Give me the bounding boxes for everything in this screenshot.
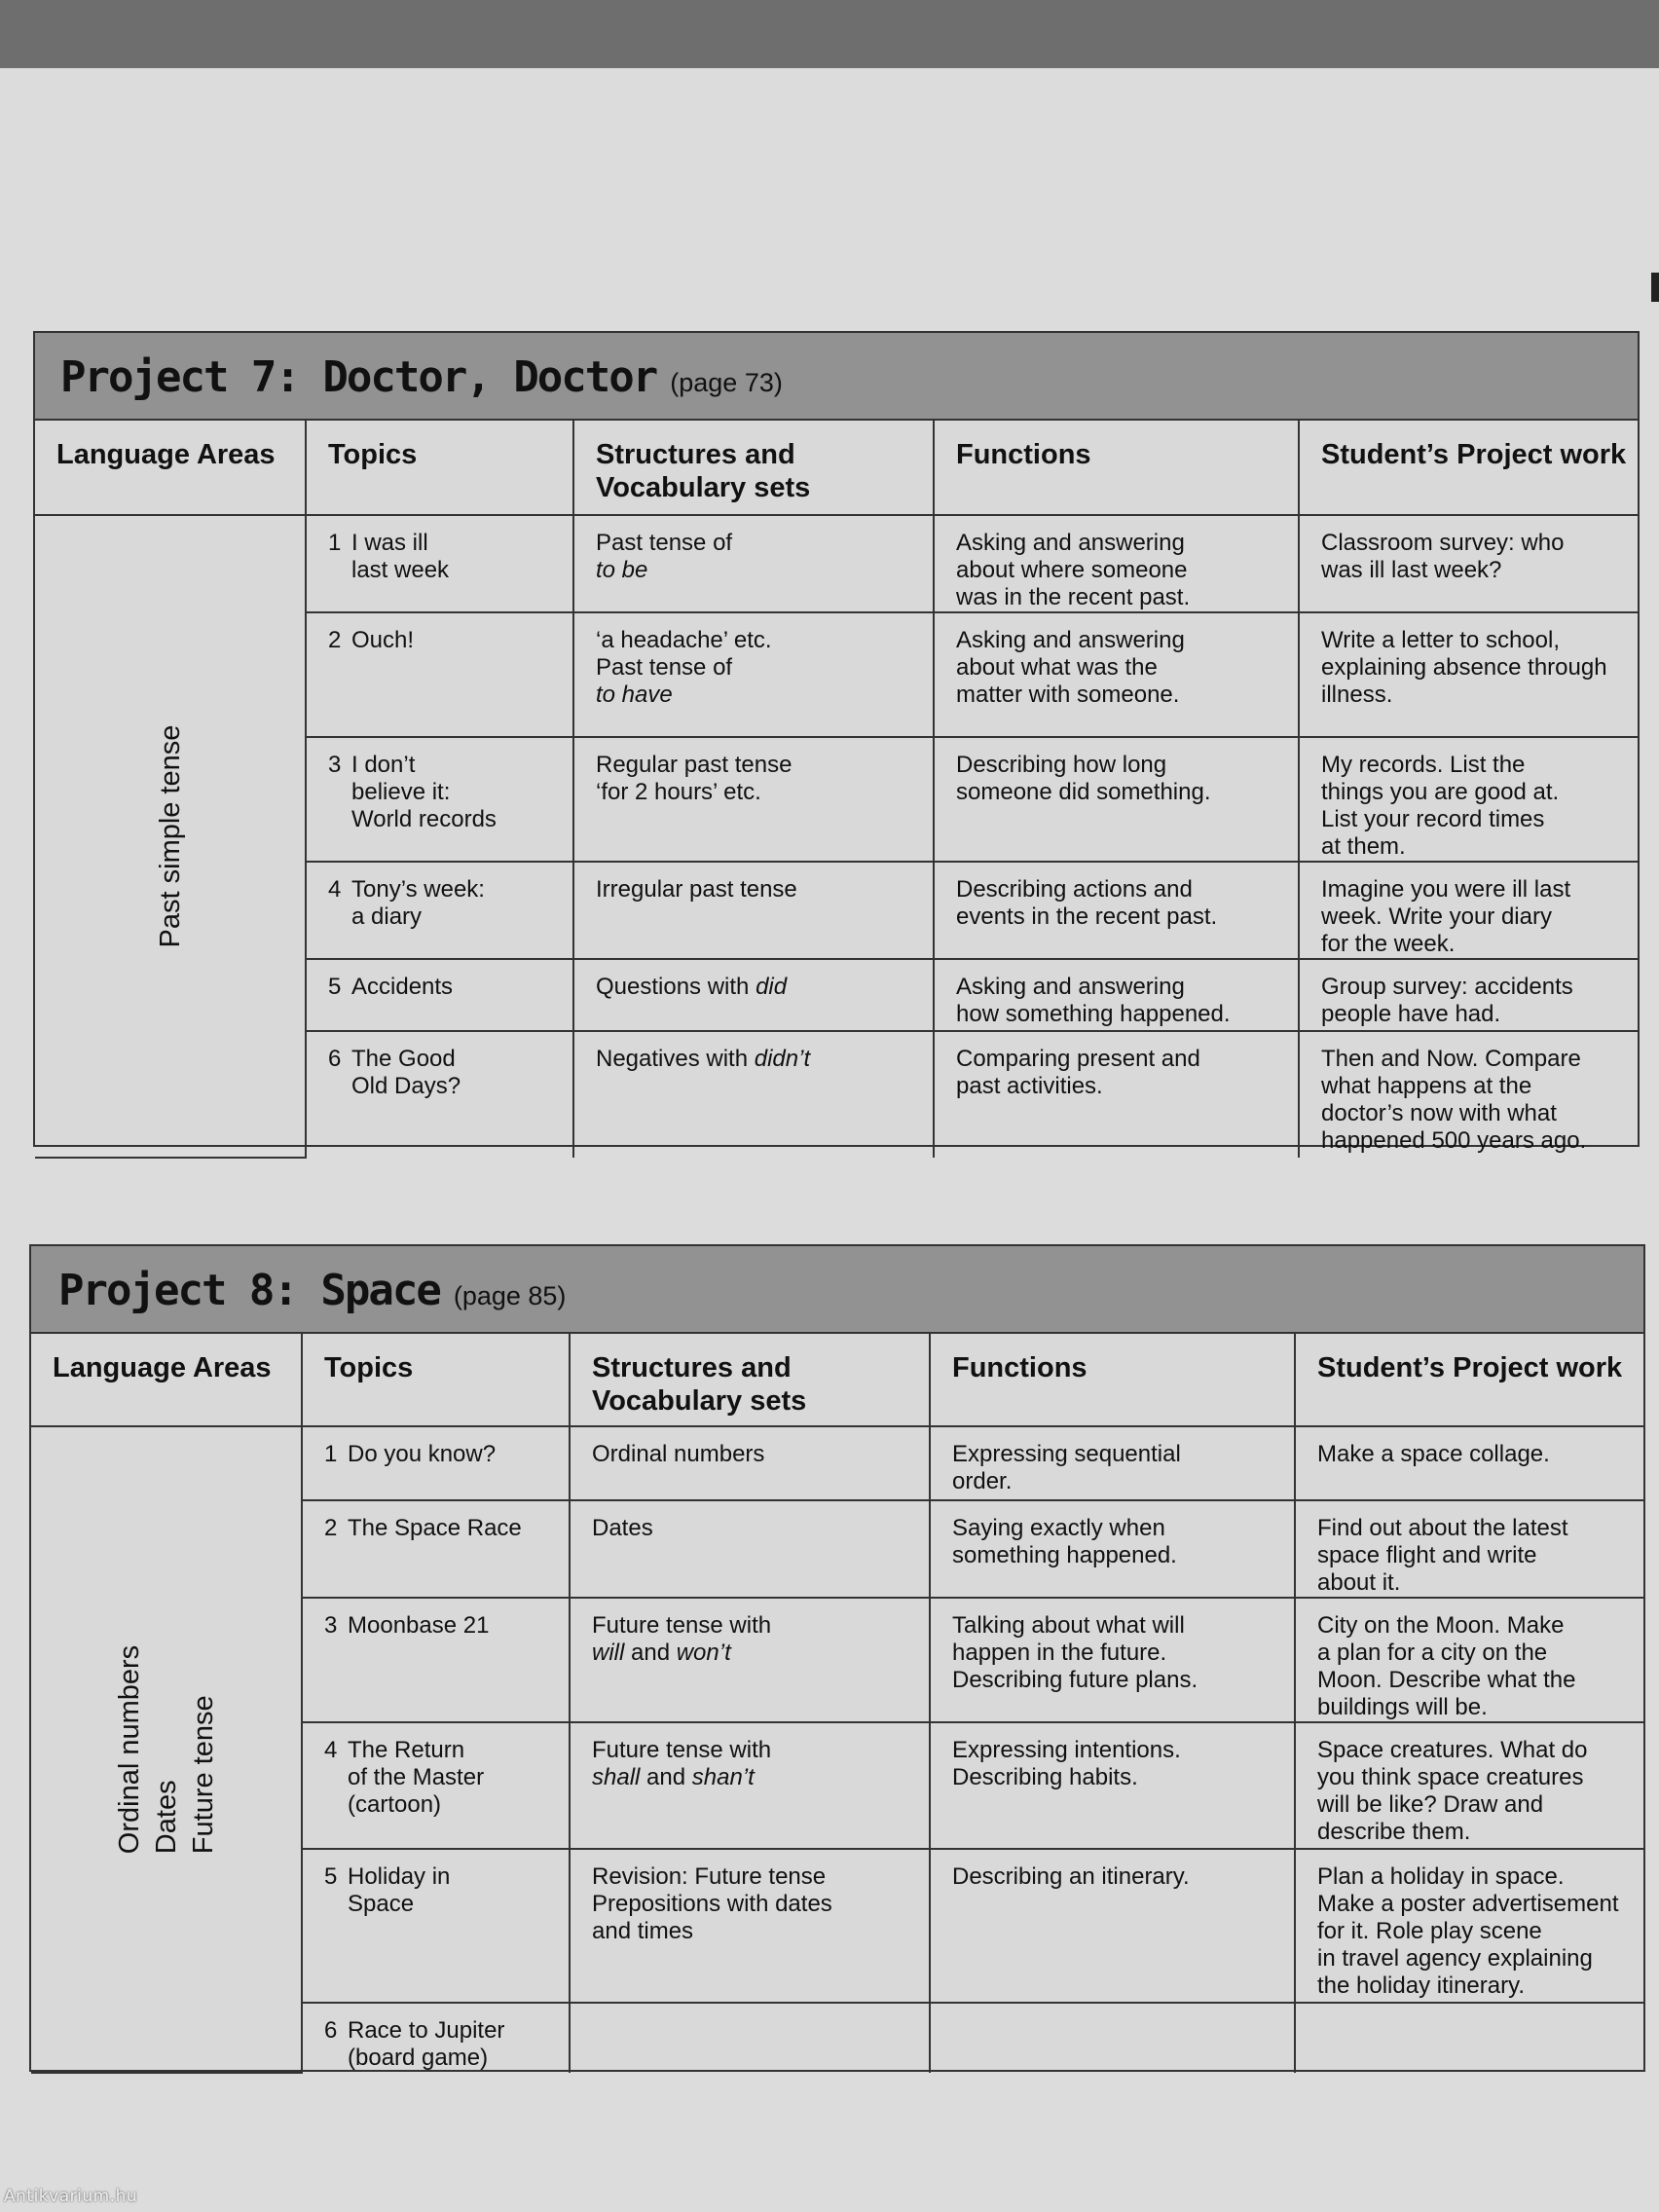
topic-cell — [306, 1031, 573, 1158]
structure-cell — [570, 1426, 930, 1500]
language-areas-cell — [31, 1426, 302, 2073]
structure-italic: will — [592, 1640, 625, 1666]
project-8-banner — [31, 1246, 1643, 1334]
header-functions: Functions — [934, 420, 1299, 515]
topic-cell — [302, 1598, 570, 1722]
project-8-grid — [31, 1332, 1643, 2074]
topic-text: I was ill last week — [351, 530, 450, 583]
topic-cell — [302, 1849, 570, 2003]
project-8-title — [58, 1266, 566, 1315]
topic-text: Accidents — [351, 974, 454, 1000]
structure-text: and — [640, 1764, 692, 1790]
structure-italic: to be — [596, 557, 648, 583]
structure-cell — [573, 737, 934, 862]
function-cell: Expressing intentions. Describing habits. — [930, 1722, 1295, 1849]
structure-text: ‘a headache’ etc. Past tense of — [596, 627, 772, 681]
structure-cell — [573, 959, 934, 1031]
project-title-text: Project 7: Doctor, Doctor — [60, 352, 657, 402]
topic-cell — [306, 862, 573, 959]
structure-cell — [573, 1031, 934, 1158]
topic-cell — [306, 515, 573, 612]
topic-text: The Space Race — [348, 1515, 522, 1541]
function-cell: Talking about what will happen in the future. Describing future plans. — [930, 1598, 1295, 1722]
topic-cell — [306, 737, 573, 862]
language-area: Dates — [150, 1780, 182, 1855]
topic-number: 6 — [324, 2017, 338, 2044]
topic-text: I don’t believe it: World records — [351, 752, 497, 832]
structure-text: Future tense with — [592, 1737, 772, 1763]
topic-text: Tony’s week: a diary — [351, 876, 485, 930]
function-cell: Asking and answering how something happened. — [934, 959, 1299, 1031]
project-work-cell: Classroom survey: who was ill last week? — [1299, 515, 1638, 612]
structure-text: Regular past tense ‘for 2 hours’ etc. — [596, 752, 793, 805]
topic-cell — [306, 612, 573, 737]
project-page-ref: (page 85) — [453, 1281, 567, 1310]
background-strip — [0, 0, 1659, 78]
project-work-cell — [1295, 2003, 1643, 2073]
project-7-title — [60, 352, 783, 402]
topic-text: Ouch! — [351, 627, 415, 653]
language-areas-label — [152, 725, 189, 948]
structure-text: Dates — [592, 1515, 653, 1541]
function-cell — [930, 2003, 1295, 2073]
topic-number: 4 — [324, 1737, 338, 1763]
project-work-cell: City on the Moon. Make a plan for a city on the Moon. Describe what the buildings will be. — [1295, 1598, 1643, 1722]
topic-text: Moonbase 21 — [348, 1612, 490, 1639]
topic-number: 2 — [324, 1515, 338, 1541]
structure-cell — [570, 1849, 930, 2003]
language-area: Past simple tense — [154, 724, 186, 948]
project-work-cell: Group survey: accidents people have had. — [1299, 959, 1638, 1031]
project-work-cell: My records. List the things you are good at. List your record times at them. — [1299, 737, 1638, 862]
watermark: Antikvarium.hu — [4, 2187, 138, 2206]
function-cell: Describing an itinerary. — [930, 1849, 1295, 2003]
project-work-cell: Plan a holiday in space. Make a poster advertisement for it. Role play scene in travel agency explaining the holiday itinerary. — [1295, 1849, 1643, 2003]
header-topics: Topics — [302, 1333, 570, 1426]
structure-italic: shall — [592, 1764, 641, 1790]
structure-text: Future tense with — [592, 1612, 772, 1639]
structure-cell — [570, 2003, 930, 2073]
header-language-areas: Language Areas — [35, 420, 306, 515]
structure-italic: shan’t — [691, 1764, 755, 1790]
structure-italic: won’t — [676, 1640, 731, 1666]
language-areas-label — [111, 1645, 222, 1854]
structure-cell — [570, 1722, 930, 1849]
function-cell: Describing actions and events in the recent past. — [934, 862, 1299, 959]
structure-text: Revision: Future tense Prepositions with dates and times — [592, 1863, 832, 1944]
topic-text: Race to Jupiter (board game) — [348, 2017, 505, 2071]
project-page-ref: (page 73) — [670, 368, 783, 397]
function-cell: Asking and answering about where someone was in the recent past. — [934, 515, 1299, 612]
topic-number: 5 — [328, 974, 342, 1000]
topic-text: The Return of the Master (cartoon) — [348, 1737, 485, 1818]
topic-number: 6 — [328, 1046, 342, 1072]
project-work-cell: Imagine you were ill last week. Write your diary for the week. — [1299, 862, 1638, 959]
page-edge-mark — [1651, 273, 1659, 302]
topic-cell — [302, 1722, 570, 1849]
topic-text: Do you know? — [348, 1441, 497, 1467]
structure-cell — [573, 612, 934, 737]
topic-number: 5 — [324, 1863, 338, 1890]
structure-cell — [573, 862, 934, 959]
structure-italic: didn’t — [754, 1046, 811, 1072]
structure-text: Past tense of — [596, 530, 733, 556]
project-7-table — [33, 331, 1640, 1154]
project-work-cell: Find out about the latest space flight and write about it. — [1295, 1500, 1643, 1598]
language-area: Ordinal numbers — [113, 1644, 145, 1855]
topic-number: 4 — [328, 876, 342, 903]
project-work-cell: Write a letter to school, explaining absence through illness. — [1299, 612, 1638, 737]
structure-cell — [570, 1500, 930, 1598]
topic-number: 2 — [328, 627, 342, 653]
structure-text: Questions with — [596, 974, 756, 1000]
structure-text: and — [624, 1640, 677, 1666]
topic-text: Holiday in Space — [348, 1863, 451, 1917]
header-functions: Functions — [930, 1333, 1295, 1426]
structure-text: Negatives with — [596, 1046, 755, 1072]
structure-italic: to have — [596, 682, 673, 708]
language-areas-cell — [35, 515, 306, 1158]
topic-text: The Good Old Days? — [351, 1046, 461, 1099]
function-cell: Expressing sequential order. — [930, 1426, 1295, 1500]
structure-cell — [570, 1598, 930, 1722]
header-structures: Structures and Vocabulary sets — [570, 1333, 930, 1426]
header-project-work: Student’s Project work — [1295, 1333, 1643, 1426]
header-language-areas: Language Areas — [31, 1333, 302, 1426]
structure-text: Irregular past tense — [596, 876, 797, 903]
project-8-table — [29, 1244, 1645, 2072]
language-area: Future tense — [187, 1695, 219, 1855]
topic-cell — [302, 1500, 570, 1598]
function-cell: Saying exactly when something happened. — [930, 1500, 1295, 1598]
function-cell: Describing how long someone did something. — [934, 737, 1299, 862]
project-work-cell: Make a space collage. — [1295, 1426, 1643, 1500]
header-topics: Topics — [306, 420, 573, 515]
header-project-work: Student’s Project work — [1299, 420, 1638, 515]
project-title-text: Project 8: Space — [58, 1266, 440, 1315]
function-cell: Asking and answering about what was the matter with someone. — [934, 612, 1299, 737]
project-7-grid — [35, 419, 1638, 1159]
structure-cell — [573, 515, 934, 612]
header-structures: Structures and Vocabulary sets — [573, 420, 934, 515]
structure-italic: did — [756, 974, 788, 1000]
topic-cell — [302, 2003, 570, 2073]
topic-cell — [306, 959, 573, 1031]
project-work-cell: Then and Now. Compare what happens at the doctor’s now with what happened 500 years ago. — [1299, 1031, 1638, 1158]
topic-number: 3 — [324, 1612, 338, 1639]
topic-number: 1 — [328, 530, 342, 556]
topic-number: 3 — [328, 752, 342, 778]
topic-number: 1 — [324, 1441, 338, 1467]
project-work-cell: Space creatures. What do you think space creatures will be like? Draw and describe them. — [1295, 1722, 1643, 1849]
function-cell: Comparing present and past activities. — [934, 1031, 1299, 1158]
topic-cell — [302, 1426, 570, 1500]
structure-text: Ordinal numbers — [592, 1441, 765, 1467]
project-7-banner — [35, 333, 1638, 421]
